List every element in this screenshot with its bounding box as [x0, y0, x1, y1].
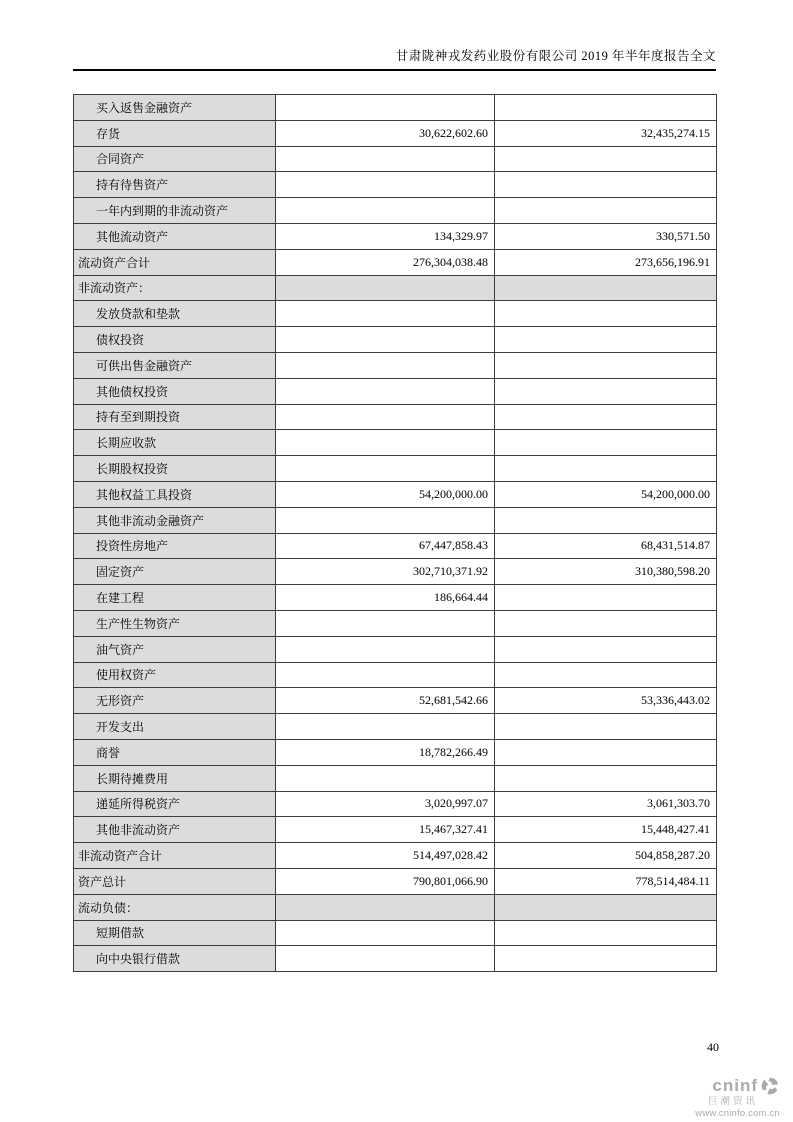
table-row — [74, 327, 717, 353]
table-row — [74, 585, 717, 611]
section-row — [74, 275, 717, 301]
prior-value-cell — [495, 920, 717, 946]
prior-value-cell — [495, 430, 717, 456]
table-row — [74, 430, 717, 456]
balance-sheet-table — [73, 94, 717, 972]
prior-value-cell — [495, 198, 717, 224]
prior-value-cell: 15,448,427.41 — [495, 817, 717, 843]
prior-value-cell — [495, 95, 717, 121]
logo-top-row — [695, 1076, 780, 1096]
prior-value-cell: 32,435,274.15 — [495, 120, 717, 146]
item-label-cell: 其他非流动资产 — [74, 817, 276, 843]
current-value-cell — [276, 920, 495, 946]
current-value-cell: 15,467,327.41 — [276, 817, 495, 843]
item-label-cell: 其他流动资产 — [74, 223, 276, 249]
item-label-cell: 油气资产 — [74, 636, 276, 662]
table-row — [74, 688, 717, 714]
item-label-cell: 流动资产合计 — [74, 249, 276, 275]
item-label-cell: 无形资产 — [74, 688, 276, 714]
current-value-cell: 52,681,542.66 — [276, 688, 495, 714]
item-label-cell: 投资性房地产 — [74, 533, 276, 559]
item-label-cell: 一年内到期的非流动资产 — [74, 198, 276, 224]
current-value-cell — [276, 456, 495, 482]
table-row — [74, 791, 717, 817]
prior-value-cell: 778,514,484.11 — [495, 868, 717, 894]
prior-value-cell — [495, 301, 717, 327]
logo-site-url: www.cninfo.com.cn — [695, 1107, 780, 1119]
prior-value-cell — [495, 327, 717, 353]
logo-brand-text: cninf — [712, 1076, 758, 1096]
table-row — [74, 378, 717, 404]
current-value-cell: 30,622,602.60 — [276, 120, 495, 146]
table-row — [74, 817, 717, 843]
item-label-cell: 债权投资 — [74, 327, 276, 353]
table-row — [74, 301, 717, 327]
item-label-cell: 长期股权投资 — [74, 456, 276, 482]
current-value-cell — [276, 172, 495, 198]
table-row — [74, 120, 717, 146]
table-row — [74, 662, 717, 688]
prior-value-cell: 310,380,598.20 — [495, 559, 717, 585]
item-label-cell: 流动负债： — [74, 894, 276, 920]
current-value-cell: 54,200,000.00 — [276, 481, 495, 507]
current-value-cell: 186,664.44 — [276, 585, 495, 611]
table-row — [74, 636, 717, 662]
prior-value-cell — [495, 739, 717, 765]
prior-value-cell: 330,571.50 — [495, 223, 717, 249]
item-label-cell: 在建工程 — [74, 585, 276, 611]
current-value-cell: 18,782,266.49 — [276, 739, 495, 765]
prior-value-cell — [495, 946, 717, 972]
cninfo-logo — [695, 1076, 780, 1119]
item-label-cell: 开发支出 — [74, 714, 276, 740]
item-label-cell: 买入返售金融资产 — [74, 95, 276, 121]
current-value-cell — [276, 275, 495, 301]
item-label-cell: 向中央银行借款 — [74, 946, 276, 972]
page-number: 40 — [707, 1040, 719, 1054]
prior-value-cell — [495, 404, 717, 430]
current-value-cell — [276, 198, 495, 224]
current-value-cell — [276, 507, 495, 533]
prior-value-cell: 504,858,287.20 — [495, 843, 717, 869]
current-value-cell — [276, 946, 495, 972]
item-label-cell: 其他非流动金融资产 — [74, 507, 276, 533]
logo-chinese-name: 巨潮资讯 — [707, 1096, 758, 1107]
prior-value-cell — [495, 894, 717, 920]
prior-value-cell — [495, 610, 717, 636]
prior-value-cell: 273,656,196.91 — [495, 249, 717, 275]
current-value-cell — [276, 404, 495, 430]
prior-value-cell — [495, 378, 717, 404]
current-value-cell: 276,304,038.48 — [276, 249, 495, 275]
current-value-cell — [276, 610, 495, 636]
table-row — [74, 610, 717, 636]
item-label-cell: 其他权益工具投资 — [74, 481, 276, 507]
table-row — [74, 172, 717, 198]
balance-sheet-body — [74, 95, 717, 972]
prior-value-cell — [495, 172, 717, 198]
current-value-cell — [276, 95, 495, 121]
page-header — [73, 0, 716, 71]
item-label-cell: 非流动资产合计 — [74, 843, 276, 869]
current-value-cell — [276, 636, 495, 662]
table-row — [74, 146, 717, 172]
item-label-cell: 生产性生物资产 — [74, 610, 276, 636]
item-label-cell: 可供出售金融资产 — [74, 352, 276, 378]
item-label-cell: 资产总计 — [74, 868, 276, 894]
current-value-cell — [276, 146, 495, 172]
table-row — [74, 843, 717, 869]
item-label-cell: 合同资产 — [74, 146, 276, 172]
item-label-cell: 存货 — [74, 120, 276, 146]
item-label-cell: 发放贷款和垫款 — [74, 301, 276, 327]
item-label-cell: 商誉 — [74, 739, 276, 765]
current-value-cell — [276, 378, 495, 404]
current-value-cell — [276, 662, 495, 688]
table-row — [74, 920, 717, 946]
current-value-cell — [276, 765, 495, 791]
item-label-cell: 短期借款 — [74, 920, 276, 946]
table-row — [74, 198, 717, 224]
current-value-cell: 67,447,858.43 — [276, 533, 495, 559]
table-row — [74, 481, 717, 507]
prior-value-cell — [495, 765, 717, 791]
table-row — [74, 765, 717, 791]
current-value-cell — [276, 430, 495, 456]
prior-value-cell — [495, 662, 717, 688]
current-value-cell: 302,710,371.92 — [276, 559, 495, 585]
item-label-cell: 长期待摊费用 — [74, 765, 276, 791]
item-label-cell: 非流动资产： — [74, 275, 276, 301]
item-label-cell: 使用权资产 — [74, 662, 276, 688]
current-value-cell: 514,497,028.42 — [276, 843, 495, 869]
table-row — [74, 868, 717, 894]
prior-value-cell — [495, 714, 717, 740]
table-row — [74, 559, 717, 585]
current-value-cell — [276, 327, 495, 353]
table-row — [74, 739, 717, 765]
prior-value-cell: 3,061,303.70 — [495, 791, 717, 817]
table-row — [74, 95, 717, 121]
table-row — [74, 404, 717, 430]
section-row — [74, 894, 717, 920]
item-label-cell: 长期应收款 — [74, 430, 276, 456]
table-row — [74, 249, 717, 275]
item-label-cell: 其他债权投资 — [74, 378, 276, 404]
prior-value-cell — [495, 636, 717, 662]
current-value-cell: 3,020,997.07 — [276, 791, 495, 817]
report-title: 甘肃陇神戎发药业股份有限公司 2019 年半年度报告全文 — [395, 49, 716, 63]
item-label-cell: 固定资产 — [74, 559, 276, 585]
table-row — [74, 223, 717, 249]
prior-value-cell — [495, 507, 717, 533]
current-value-cell — [276, 714, 495, 740]
item-label-cell: 递延所得税资产 — [74, 791, 276, 817]
prior-value-cell: 53,336,443.02 — [495, 688, 717, 714]
prior-value-cell — [495, 146, 717, 172]
prior-value-cell — [495, 352, 717, 378]
table-row — [74, 507, 717, 533]
content-area — [73, 0, 716, 972]
current-value-cell: 790,801,066.90 — [276, 868, 495, 894]
current-value-cell — [276, 894, 495, 920]
prior-value-cell — [495, 456, 717, 482]
table-row — [74, 714, 717, 740]
table-row — [74, 533, 717, 559]
prior-value-cell — [495, 275, 717, 301]
current-value-cell: 134,329.97 — [276, 223, 495, 249]
prior-value-cell: 54,200,000.00 — [495, 481, 717, 507]
cninfo-swirl-icon — [760, 1076, 780, 1096]
item-label-cell: 持有至到期投资 — [74, 404, 276, 430]
prior-value-cell: 68,431,514.87 — [495, 533, 717, 559]
current-value-cell — [276, 301, 495, 327]
item-label-cell: 持有待售资产 — [74, 172, 276, 198]
current-value-cell — [276, 352, 495, 378]
table-row — [74, 456, 717, 482]
prior-value-cell — [495, 585, 717, 611]
table-row — [74, 352, 717, 378]
table-row — [74, 946, 717, 972]
